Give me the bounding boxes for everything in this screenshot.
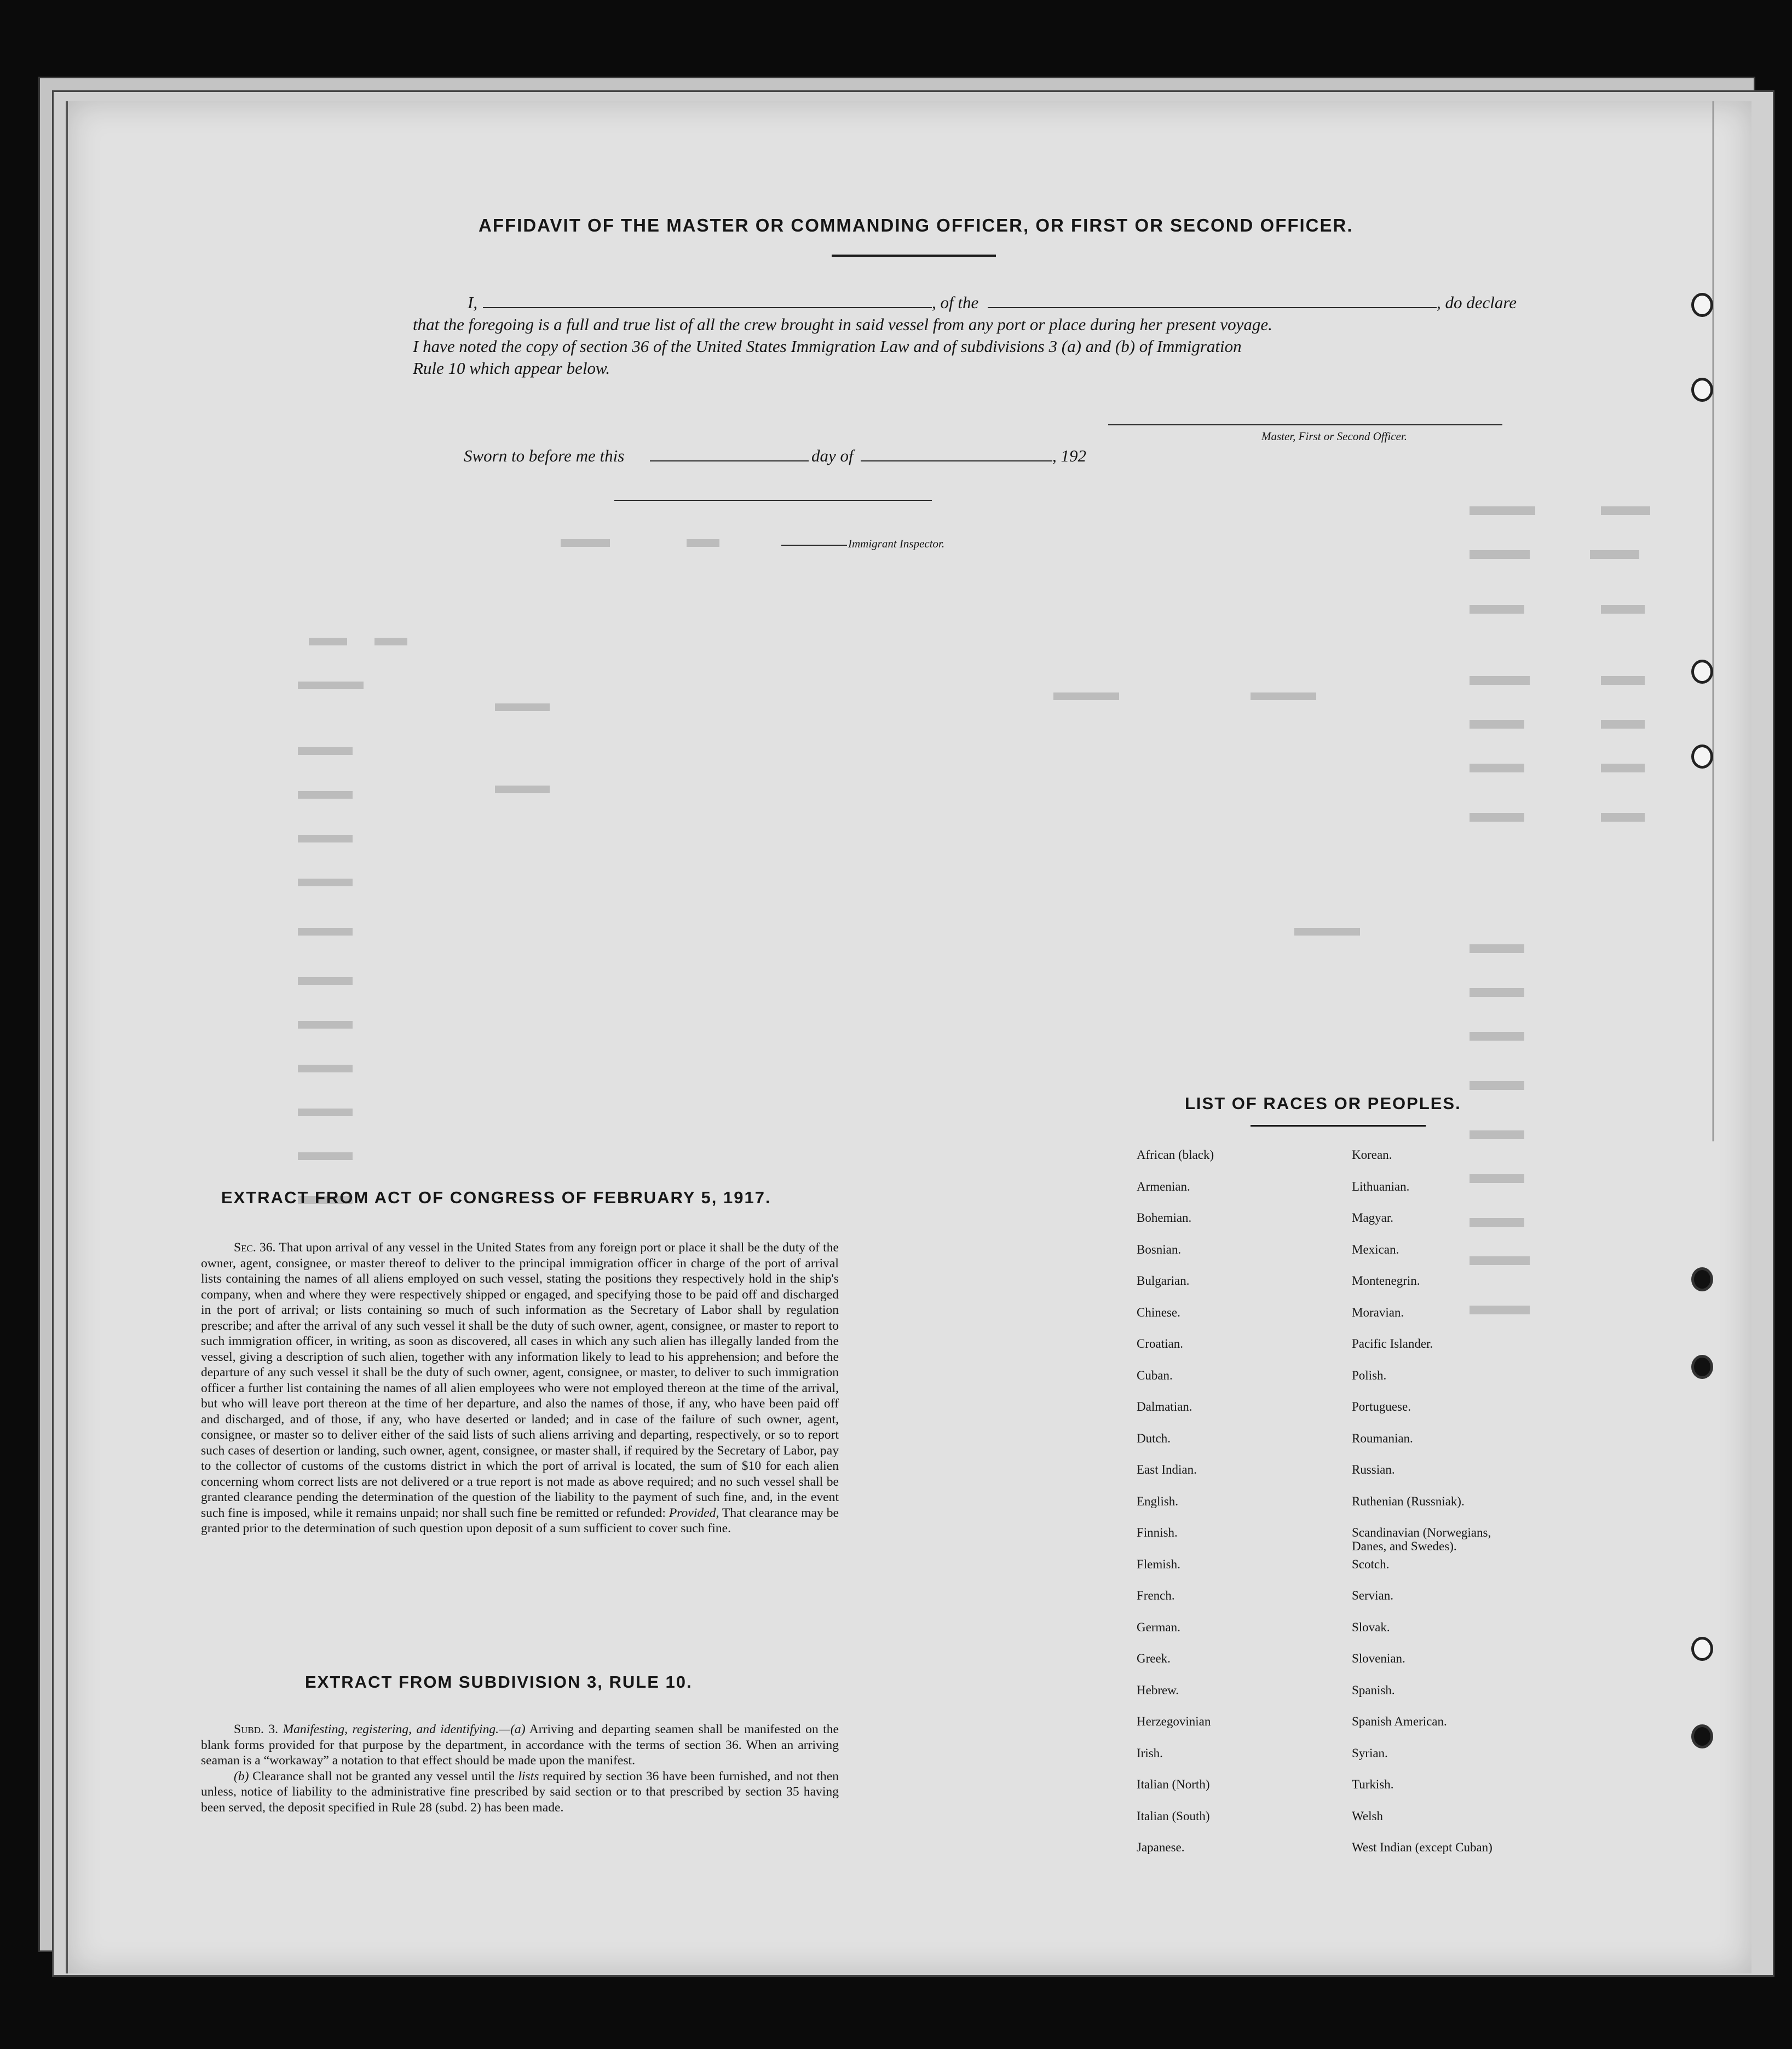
race-item: Bosnian. (1137, 1242, 1182, 1256)
bleed-through-marks (68, 101, 1751, 1973)
race-item: Cuban. (1137, 1368, 1173, 1382)
punch-hole (1691, 1637, 1713, 1661)
race-item: Polish. (1352, 1368, 1387, 1382)
affidavit-line-3: I have noted the copy of section 36 of the United States Immigration Law and of subdivisions 3 (a) and (b) of Immigration (413, 337, 1242, 356)
race-item: Portuguese. (1352, 1400, 1411, 1413)
sworn-label: Sworn to before me this (464, 446, 625, 465)
race-item: Roumanian. (1352, 1431, 1413, 1445)
rule-extract-body (201, 1722, 839, 1815)
race-item: West Indian (except Cuban) (1352, 1840, 1493, 1854)
punch-hole (1691, 1724, 1713, 1748)
race-item: Syrian. (1352, 1746, 1388, 1760)
race-item: African (black) (1137, 1148, 1214, 1162)
race-item: Herzegovinian (1137, 1715, 1211, 1728)
master-signature-line (1108, 424, 1502, 425)
race-item: French. (1137, 1589, 1175, 1602)
inspector-short-line (781, 545, 847, 546)
punch-hole (1691, 378, 1713, 402)
year-label: , 192 (1052, 446, 1086, 465)
race-item: Turkish. (1352, 1777, 1394, 1791)
sec-36-text: That upon arrival of any vessel in the United States from any foreign port or place it shall be the duty of the owner, agent, consignee, or master thereof to deliver to the principal immigration officer in charge of the port of arrival lists containing the names of all aliens employed on such vessel, stating the positions they respectively hold in the ship's company, when and where they were respectively shipped or engaged, and specifying those to be paid off and discharged in the port of arrival; or lists containing so much of such information as the Secretary of Labor shall by regulation prescribe; and after the arrival of any such vessel it shall be the duty of such owner, agent, consignee, or master to report to such immigration officer, in writing, as soon as discovered, all cases in which any such alien has illegally landed from the vessel, giving a description of such alien, together with any information likely to lead to his apprehension; and before the departure of any such vessel it shall be the duty of such owner, agent, consignee, or master, to deliver to such immigration officer a further list containing the names of all alien employees who were not employed thereon at the time of the arrival, but who will leave port thereon at the time of her departure, and also the names of those, if any, who have been paid off and discharged, and of those, if any, who have deserted or landed; and in case of the failure of such owner, agent, consignee, or master so to deliver either of the said lists of such aliens arriving and departing, respectively, or so to report such cases of desertion or landing, such owner, agent, consignee, or master shall, if required by the Secretary of Labor, pay to the collector of customs of the customs district in which the port of arrival is located, the sum of $10 for each alien concerning whom correct lists are not delivered or a true report is not made as above required; and no such vessel shall be granted clearance pending the determination of the question of the liability to the payment of such fine, and, in the event such fine is imposed, while it remains unpaid; nor shall such fine be remitted or refunded: (201, 1240, 839, 1520)
inspector-caption: Immigrant Inspector. (848, 537, 945, 550)
race-item: Bulgarian. (1137, 1274, 1190, 1288)
race-item: Spanish. (1352, 1683, 1395, 1697)
race-item: Italian (South) (1137, 1809, 1210, 1823)
inspector-signature-line (614, 500, 932, 501)
para-b-text-2: required by section 36 have been furnished, and not then unless, notice of liability to the administrative fine prescribed by said section or to that prescribed by section 35 having been served, the deposit specified in Rule 28 (subd. 2) has been made. (201, 1769, 839, 1815)
punch-hole (1691, 660, 1713, 684)
rule-extract-title: EXTRACT FROM SUBDIVISION 3, RULE 10. (305, 1672, 693, 1692)
day-of-label: day of (811, 446, 854, 465)
punch-hole (1691, 1267, 1713, 1291)
punch-hole (1691, 293, 1713, 317)
affidavit-line-4: Rule 10 which appear below. (413, 359, 610, 378)
sworn-month-blank (861, 460, 1052, 461)
affidavit-i-label: I, (468, 293, 478, 312)
race-item: Dalmatian. (1137, 1400, 1192, 1413)
vessel-blank (988, 307, 1437, 308)
race-item: Irish. (1137, 1746, 1163, 1760)
race-item: Mexican. (1352, 1242, 1399, 1256)
race-item: Finnish. (1137, 1526, 1178, 1539)
race-item: Chinese. (1137, 1305, 1180, 1319)
race-item: English. (1137, 1494, 1179, 1508)
punch-hole (1691, 1355, 1713, 1379)
race-item: German. (1137, 1620, 1180, 1634)
act-extract-title: EXTRACT FROM ACT OF CONGRESS OF FEBRUARY 5, 1917. (221, 1188, 771, 1207)
race-item: Korean. (1352, 1148, 1392, 1162)
race-item: Ruthenian (Russniak). (1352, 1494, 1465, 1508)
para-b-label: (b) (234, 1769, 249, 1784)
para-a-label: —(a) (499, 1722, 526, 1736)
race-item: Slovenian. (1352, 1652, 1405, 1665)
para-a-text: Arriving and departing seamen shall be manifested on the blank forms provided for that purpose by the department, in accordance with the terms of section 36. When an arriving seaman is a “workaway” a notation to that effect should be made upon the manifest. (201, 1722, 839, 1768)
race-item: Montenegrin. (1352, 1274, 1420, 1288)
affidavit-of-the: , of the (932, 293, 979, 312)
act-extract-body (201, 1240, 839, 1537)
affidavit-line-2: that the foregoing is a full and true list of all the crew brought in said vessel from any port or place during her present voyage. (413, 315, 1272, 334)
race-item: Servian. (1352, 1589, 1394, 1602)
race-item: Croatian. (1137, 1337, 1183, 1350)
races-title: LIST OF RACES OR PEOPLES. (1185, 1094, 1461, 1113)
race-item: Scotch. (1352, 1557, 1390, 1571)
races-title-rule (1251, 1125, 1426, 1127)
manifest-page (66, 101, 1751, 1973)
race-item: Bohemian. (1137, 1211, 1192, 1225)
provided-label: Provided, (669, 1505, 719, 1520)
affidavit-title: AFFIDAVIT OF THE MASTER OR COMMANDING OFFICER, OR FIRST OR SECOND OFFICER. (479, 215, 1353, 235)
provided-text: That clearance may be granted prior to the determination of such question upon deposit of a sum sufficient to cover such fine. (201, 1505, 839, 1536)
race-item: Pacific Islander. (1352, 1337, 1433, 1350)
race-item: Welsh (1352, 1809, 1383, 1823)
race-item: Slovak. (1352, 1620, 1390, 1634)
para-b-lists: lists (518, 1769, 539, 1784)
race-item: East Indian. (1137, 1463, 1197, 1476)
race-item: Japanese. (1137, 1840, 1185, 1854)
race-item: Flemish. (1137, 1557, 1180, 1571)
race-item: Greek. (1137, 1652, 1171, 1665)
affidavit-title-rule (832, 255, 996, 257)
race-item: Scandinavian (Norwegians, Danes, and Swedes). (1352, 1526, 1491, 1553)
race-item: Moravian. (1352, 1305, 1404, 1319)
affidavit-do-declare: , do declare (1437, 293, 1517, 312)
race-item: Lithuanian. (1352, 1179, 1410, 1193)
race-item: Spanish American. (1352, 1715, 1447, 1728)
master-caption: Master, First or Second Officer. (1261, 430, 1407, 443)
race-item: Hebrew. (1137, 1683, 1179, 1697)
name-blank (483, 307, 932, 308)
sec-label: Sec. 36. (234, 1240, 276, 1255)
punch-hole (1691, 744, 1713, 769)
race-item: Magyar. (1352, 1211, 1394, 1225)
race-item: Dutch. (1137, 1431, 1171, 1445)
race-item: Italian (North) (1137, 1777, 1210, 1791)
sworn-day-blank (650, 460, 809, 461)
subd-heading: Manifesting, registering, and identifying. (283, 1722, 499, 1736)
race-item: Armenian. (1137, 1179, 1190, 1193)
races-column-2 (1352, 1148, 1493, 1872)
para-b-text-1: Clearance shall not be granted any vessel until the (252, 1769, 515, 1784)
races-column-1 (1137, 1148, 1214, 1872)
race-item: Russian. (1352, 1463, 1395, 1476)
subd-label: Subd. 3. (234, 1722, 279, 1736)
